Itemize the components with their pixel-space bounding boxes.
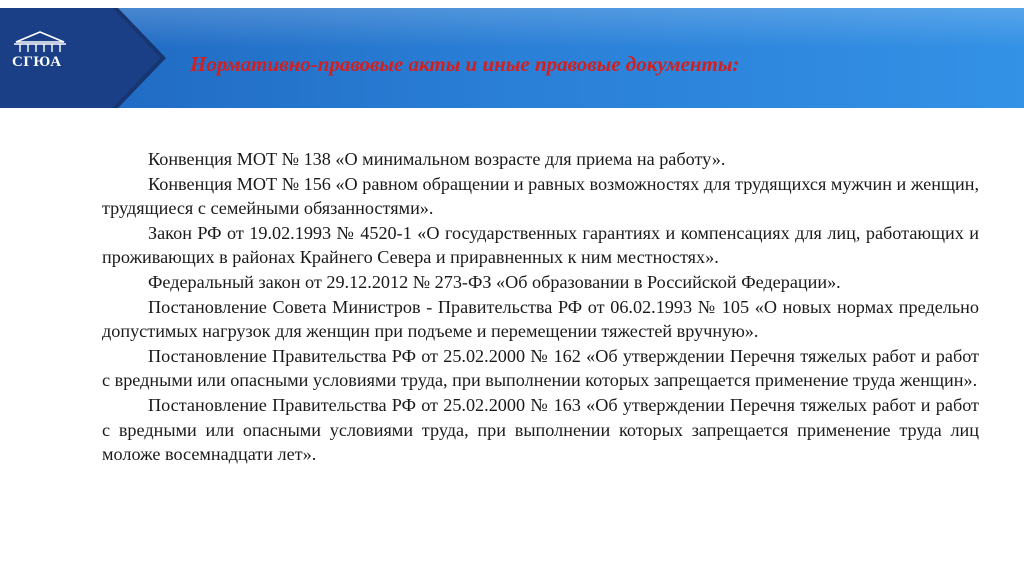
- document-item: Постановление Правительства РФ от 25.02.2000 № 163 «Об утверждении Перечня тяжелых работ и работ с вредными или опасными условиями труда, при выполнении которых запрещается применение труда лиц моложе восемнадцати лет».: [102, 394, 979, 465]
- building-icon: [10, 30, 70, 54]
- document-item: Федеральный закон от 29.12.2012 № 273-ФЗ «Об образовании в Российской Федерации».: [148, 271, 841, 292]
- document-item: Закон РФ от 19.02.1993 № 4520-1 «О государственных гарантиях и компенсациях для лиц, работающих и проживающих в районах Крайнего Севера и приравненных к ним местностях».: [102, 222, 979, 268]
- document-item: Конвенция МОТ № 138 «О минимальном возрасте для приема на работу».: [148, 149, 726, 169]
- slide-title: Нормативно-правовые акты и иные правовые документы:: [190, 52, 740, 76]
- document-item: Конвенция МОТ № 156 «О равном обращении и равных возможностях для трудящихся мужчин и женщин, трудящиеся с семейными обязанностями».: [102, 173, 979, 219]
- document-item: Постановление Совета Министров - Правительства РФ от 06.02.1993 № 105 «О новых нормах предельно допустимых нагрузок для женщин при подъеме и перемещении тяжестей вручную».: [102, 296, 979, 342]
- logo-text: СГЮА: [12, 54, 62, 70]
- document-list: [102, 147, 979, 467]
- document-item: Постановление Правительства РФ от 25.02.2000 № 162 «Об утверждении Перечня тяжелых работ и работ с вредными или опасными условиями труда, при выполнении которых запрещается применение труда женщин».: [102, 345, 979, 391]
